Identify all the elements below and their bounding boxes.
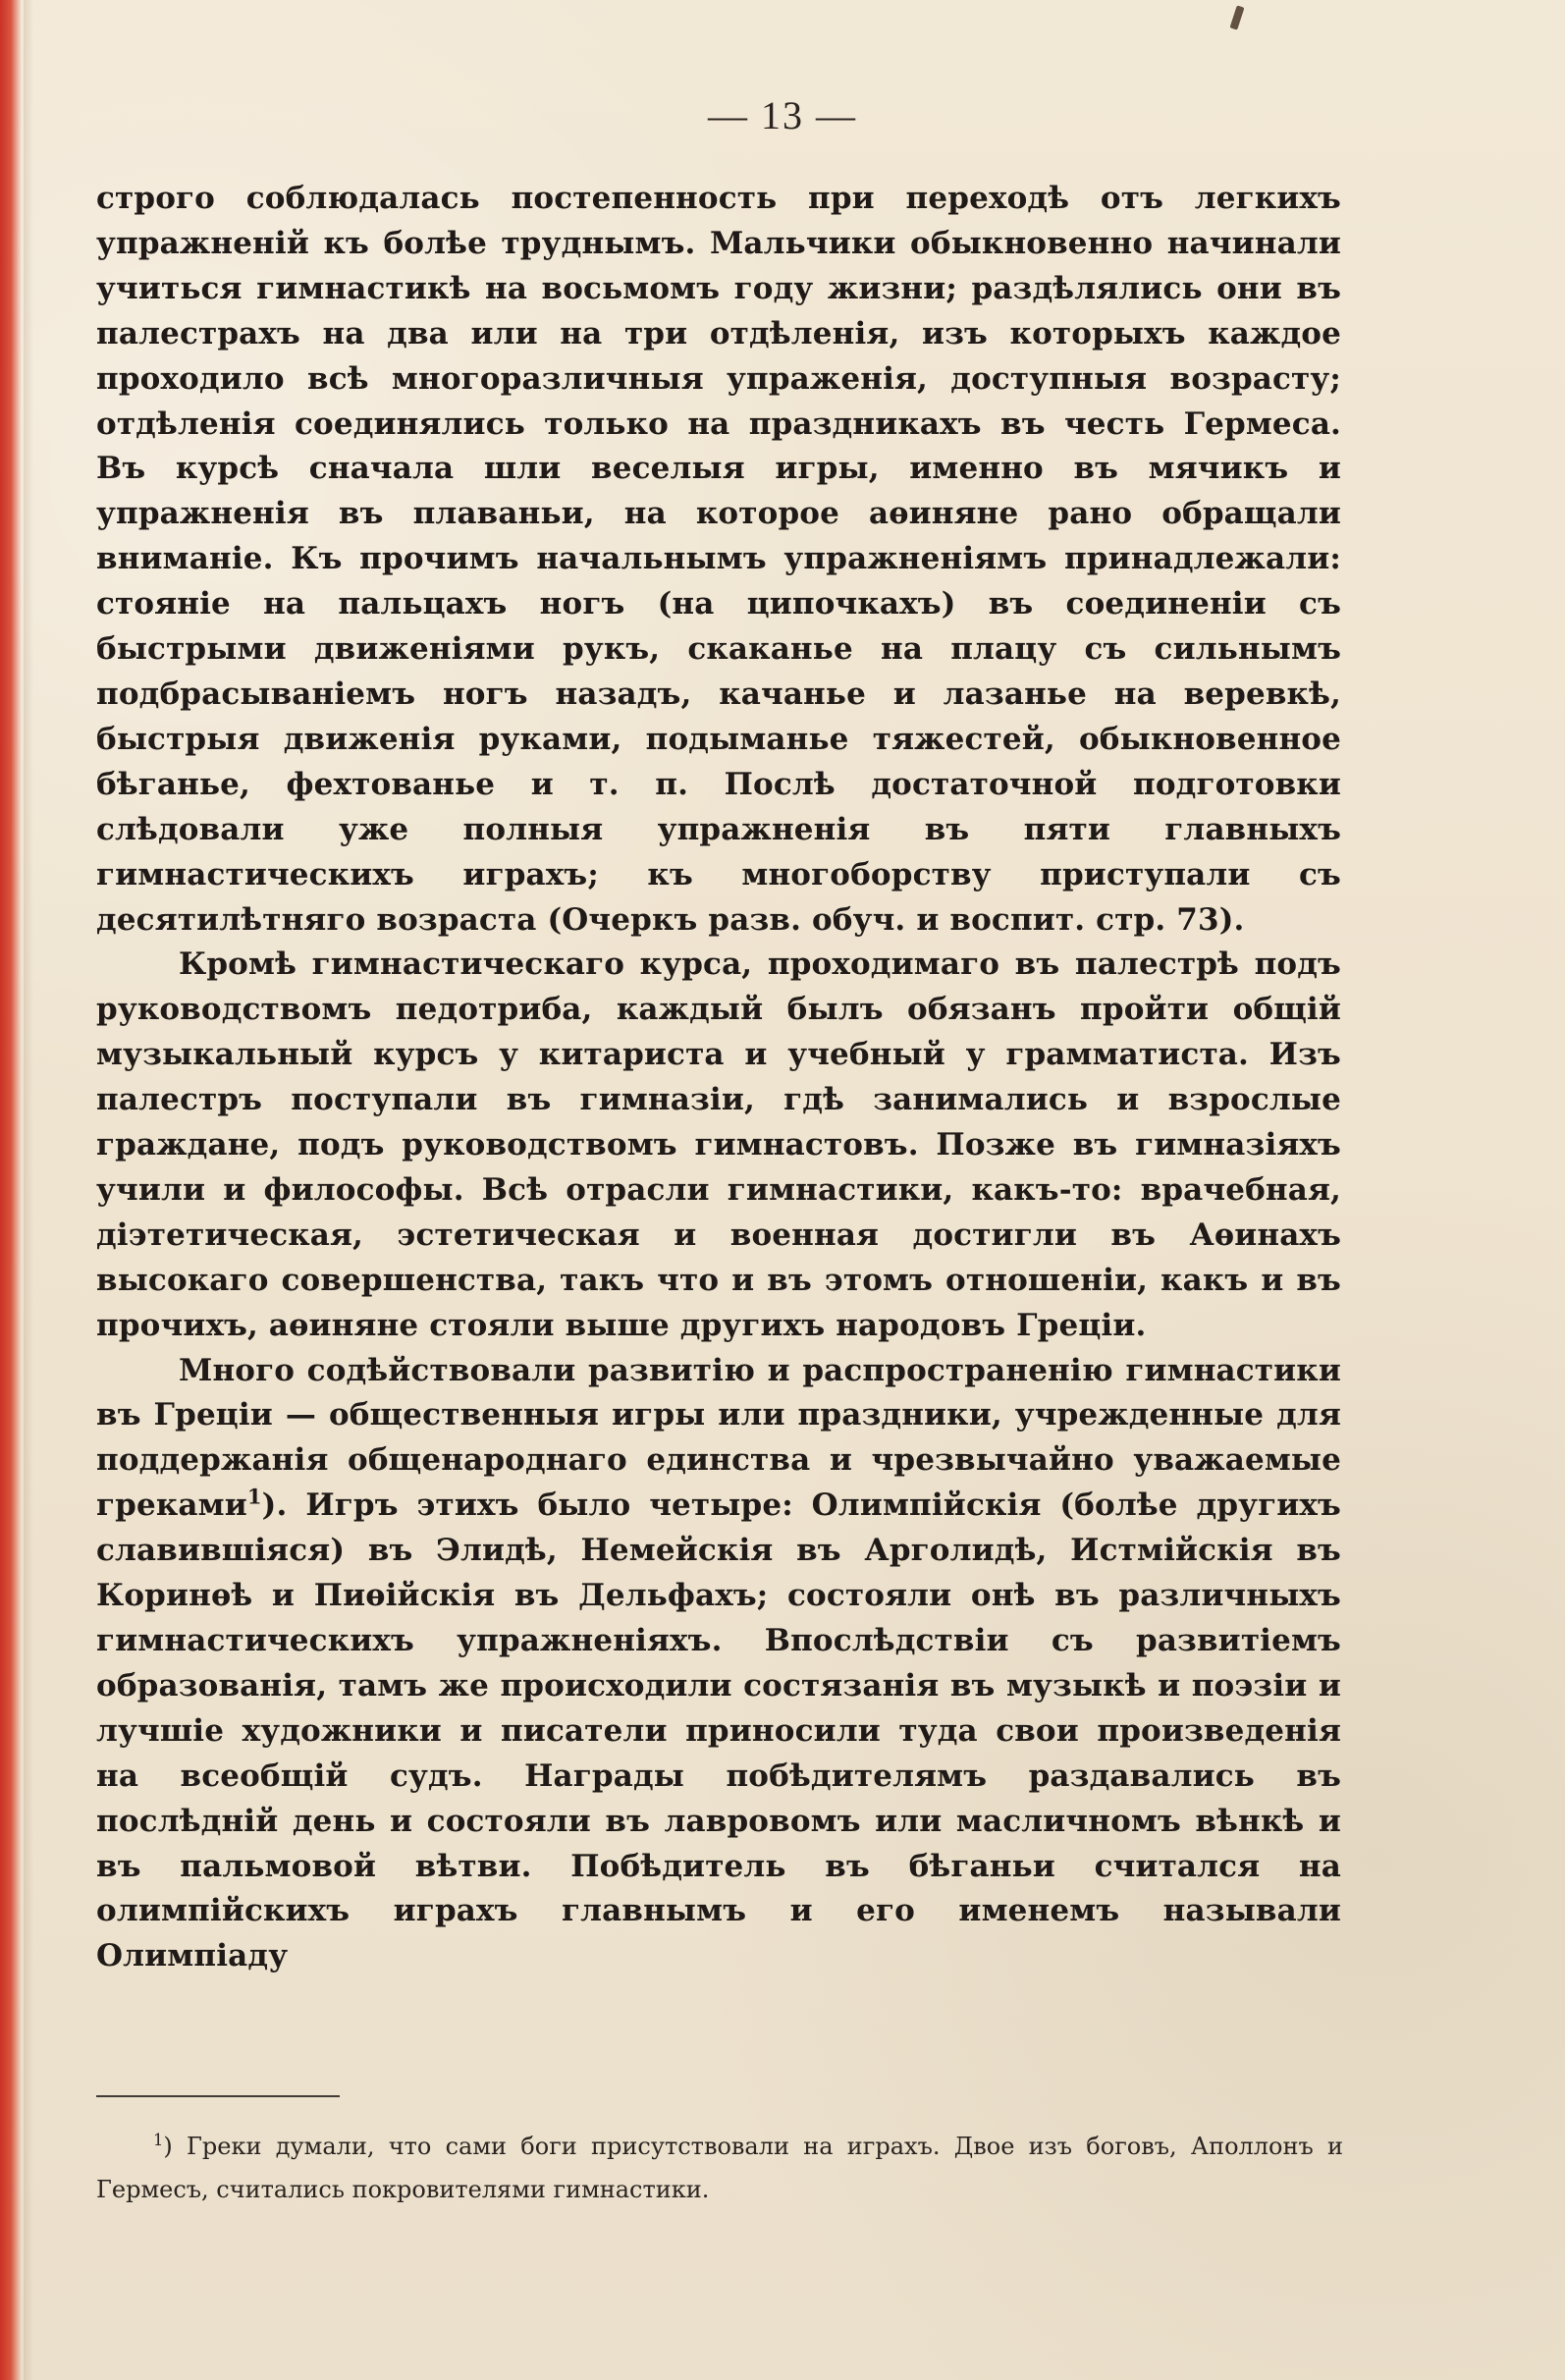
paragraph-1: строго соблюдалась постепенность при переходѣ отъ легкихъ упражненій къ болѣе труднымъ. Мальчики обыкновенно начинали учиться гимнастикѣ на восьмомъ году жизни; раздѣлялись они въ палестрахъ на два или на три отдѣленія, изъ которыхъ каждое проходило всѣ многоразличныя упраженія, доступныя возрасту; отдѣленія соединялись только на праздникахъ въ честь Гермеса. Въ курсѣ сначала шли веселыя игры, именно въ мячикъ и упражненія въ плаваньи, на которое аѳиняне рано обращали вниманіе. Къ прочимъ начальнымъ упражненіямъ принадлежали: стояніе на пальцахъ ногъ (на ципочкахъ) въ соединеніи съ быстрыми движеніями рукъ, скаканье на плацу съ сильнымъ подбрасываніемъ ногъ назадъ, качанье и лазанье на веревкѣ, быстрыя движенія руками, подыманье тяжестей, обыкновенное бѣганье, фехтованье и т. п. Послѣ достаточной подготовки слѣдовали уже полныя упражненія въ пяти главныхъ гимнастическихъ играхъ; къ многоборству приступали съ десятилѣтняго возраста (Очеркъ разв. обуч. и воспит. стр. 73). [96,181,1341,938]
paragraph-2: Кромѣ гимнастическаго курса, проходимаго въ палестрѣ подъ руководствомъ педотриба, каждый былъ обязанъ пройти общій музыкальный курсъ у китариста и учебный у грамматиста. Изъ палестръ поступали въ гимназіи, гдѣ занимались и взрослые граждане, подъ руководствомъ гимнастовъ. Позже въ гимназіяхъ учили и философы. Всѣ отрасли гимнастики, какъ-то: врачебная, діэтетическая, эстетическая и военная достигли въ Аѳинахъ высокаго совершенства, такъ что и въ этомъ отношеніи, какъ и въ прочихъ, аѳиняне стояли выше другихъ народовъ Греціи. [96,947,1341,1343]
main-text [96,177,1341,1979]
page-fold-shadow [24,0,33,2380]
page-edge-mark [0,0,22,2380]
footnote-reference-suffix: ). [261,1488,288,1524]
ink-mark [1229,5,1244,29]
paragraph-3 [96,1349,1341,1980]
footnote-reference: 1 [246,1484,262,1509]
page-number: — 13 — [708,93,857,137]
paragraph-3-main: Много содѣйствовали развитію и распространенію гимнастики въ Греціи — общественныя игры или праздники, учрежденные для поддержанія общенароднаго единства и чрезвычайно уважаемые греками [96,1352,1341,1524]
footnote-marker: 1 [153,2131,164,2149]
paragraph-4: Игръ этихъ было четыре: Олимпійскія (болѣе другихъ славившіяся) въ Элидѣ, Немейскія въ Арголидѣ, Истмійскія въ Коринѳѣ и Пиѳійскія въ Дельфахъ; состояли онѣ въ различныхъ гимнастическихъ упражненіяхъ. Впослѣдствіи съ развитіемъ образованія, тамъ же происходили состязанія въ музыкѣ и поэзіи и лучшіе художники и писатели приносили туда свои произведенія на всеобщій судъ. Награды побѣдителямъ раздавались въ послѣдній день и состояли въ лавровомъ или масличномъ вѣнкѣ и въ пальмовой вѣтви. Побѣдитель въ бѣганьи считался на олимпійскихъ играхъ главнымъ и его именемъ называли Олимпіаду [96,1488,1341,1974]
footnote-divider [96,2095,340,2097]
footnote [96,2125,1343,2211]
footnote-marker-suffix: ) [163,2133,173,2160]
footnote-text: Греки думали, что сами боги присутствовали на играхъ. Двое изъ боговъ, Аполлонъ и Гермесъ, считались покровителями гимнастики. [96,2133,1343,2203]
